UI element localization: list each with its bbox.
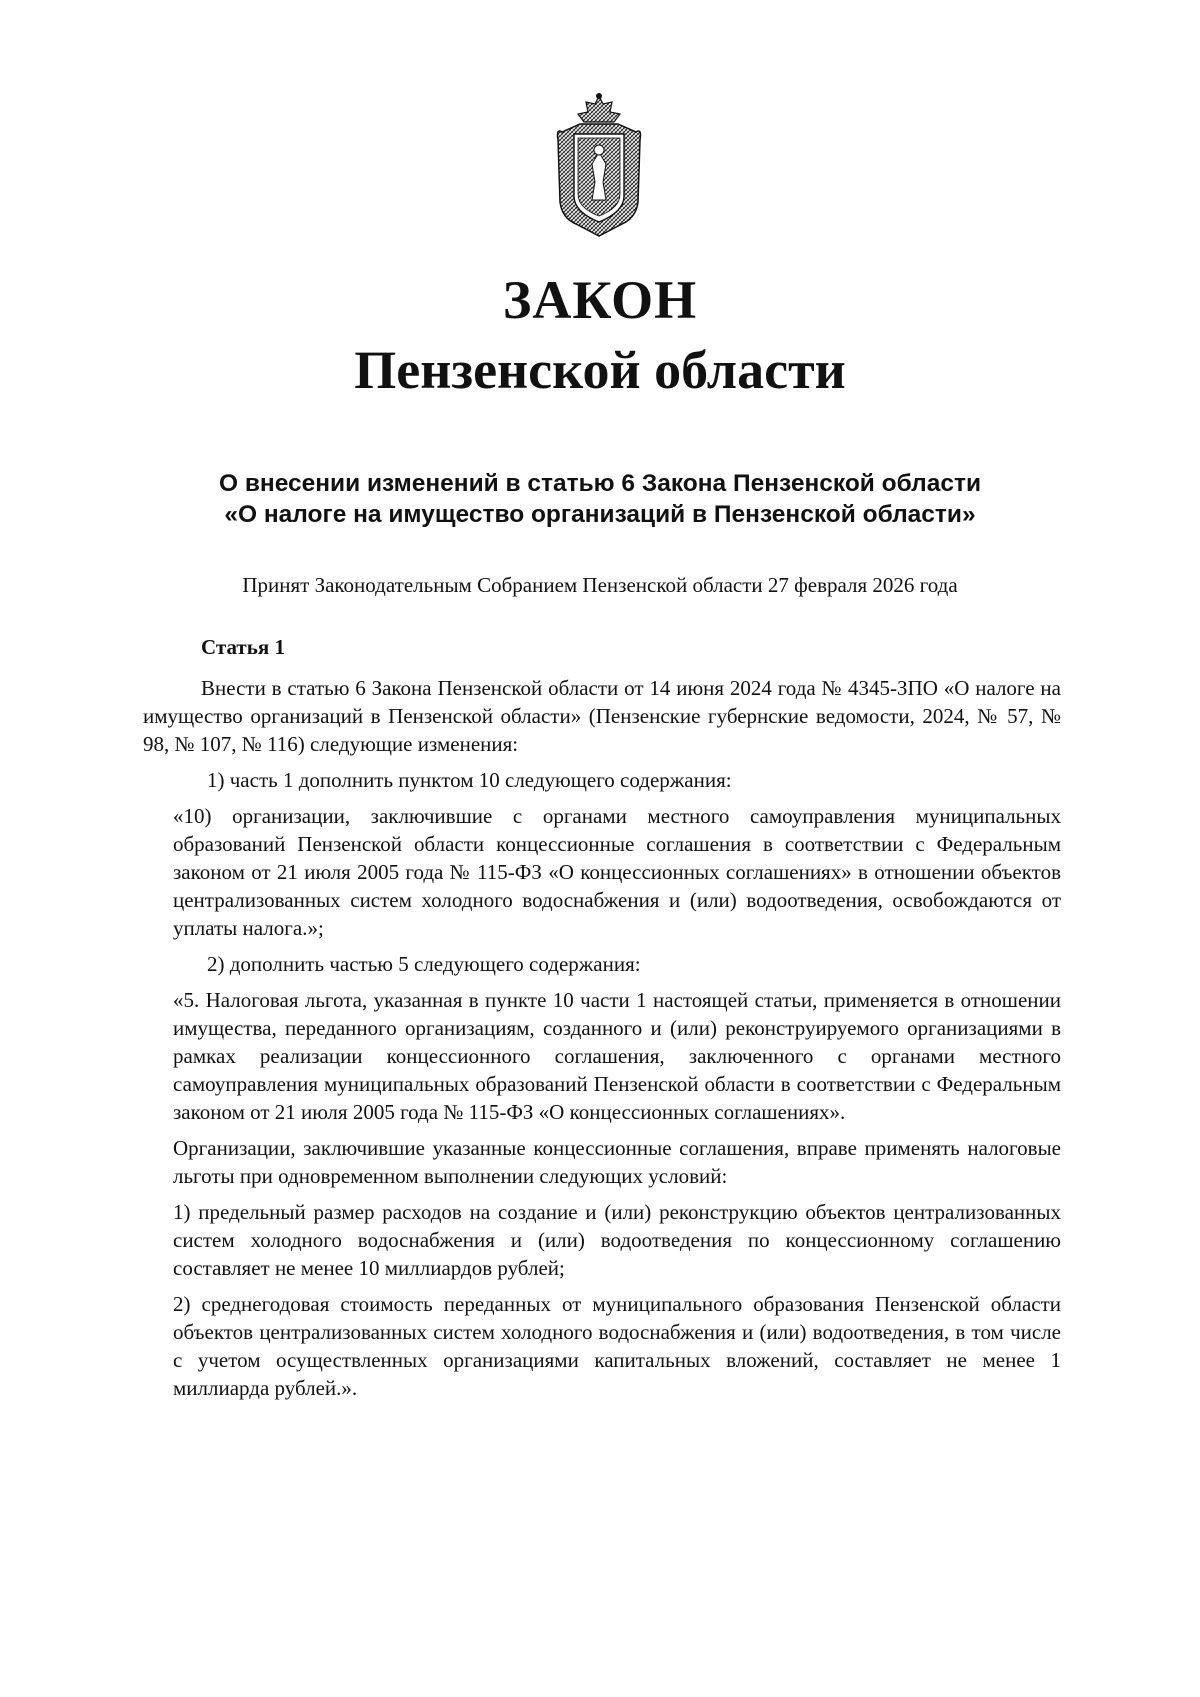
law-subject	[100, 468, 1100, 530]
article-body	[143, 674, 1061, 1402]
amendment-item-2-text: «5. Налоговая льгота, указанная в пункте 10 части 1 настоящей статьи, применяется в отношении имущества, переданного организациям, созданного и (или) реконструируемого организациями в рамках реализации концессионного соглашения, заключенного с органами местного самоуправления муниципальных образований Пензенской области в соответствии с Федеральным законом от 21 июля 2005 года № 115-ФЗ «О концессионных соглашениях».	[173, 988, 1061, 1124]
penza-region-coat-of-arms-icon	[548, 92, 650, 240]
article-intro: Внести в статью 6 Закона Пензенской области от 14 июня 2024 года № 4345-ЗПО «О налоге на имущество организаций в Пензенской области» (Пензенские губернские ведомости, 2024, № 57, № 98, № 107, № 116) следующие изменения:	[143, 676, 1061, 756]
condition-1: 1) предельный размер расходов на создание и (или) реконструкцию объектов централизованных систем холодного водоснабжения и (или) водоотведения по концессионному соглашению составляет не менее 10 миллиардов рублей;	[173, 1200, 1061, 1280]
amendment-item-1-text: «10) организации, заключившие с органами местного самоуправления муниципальных образований Пензенской области концессионные соглашения в соответствии с Федеральным законом от 21 июля 2005 года № 115-ФЗ «О концессионных соглашениях» в отношении объектов централизованных систем холодного водоснабжения и (или) водоотведения, освобождаются от уплаты налога.»;	[173, 804, 1061, 940]
subject-line-2: «О налоге на имущество организаций в Пензенской области»	[224, 501, 976, 528]
amendment-item-1: 1) часть 1 дополнить пунктом 10 следующего содержания:	[207, 768, 732, 792]
amendment-item-2: 2) дополнить частью 5 следующего содержания:	[207, 952, 641, 976]
condition-2: 2) среднегодовая стоимость переданных от муниципального образования Пензенской области объектов централизованных систем холодного водоснабжения и (или) водоотведения, в том числе с учетом осуществленных организациями капитальных вложений, составляет не менее 1 миллиарда рублей.».	[173, 1292, 1061, 1400]
region-title: Пензенской области	[354, 340, 846, 400]
adoption-note: Принят Законодательным Собранием Пензенской области 27 февраля 2026 года	[242, 573, 958, 597]
subject-line-1: О внесении изменений в статью 6 Закона Пензенской области	[218, 470, 982, 497]
law-title: ЗАКОН	[502, 270, 698, 330]
article-heading: Статья 1	[201, 635, 285, 659]
conditions-intro: Организации, заключившие указанные концессионные соглашения, вправе применять налоговые льготы при одновременном выполнении следующих условий:	[173, 1136, 1061, 1188]
